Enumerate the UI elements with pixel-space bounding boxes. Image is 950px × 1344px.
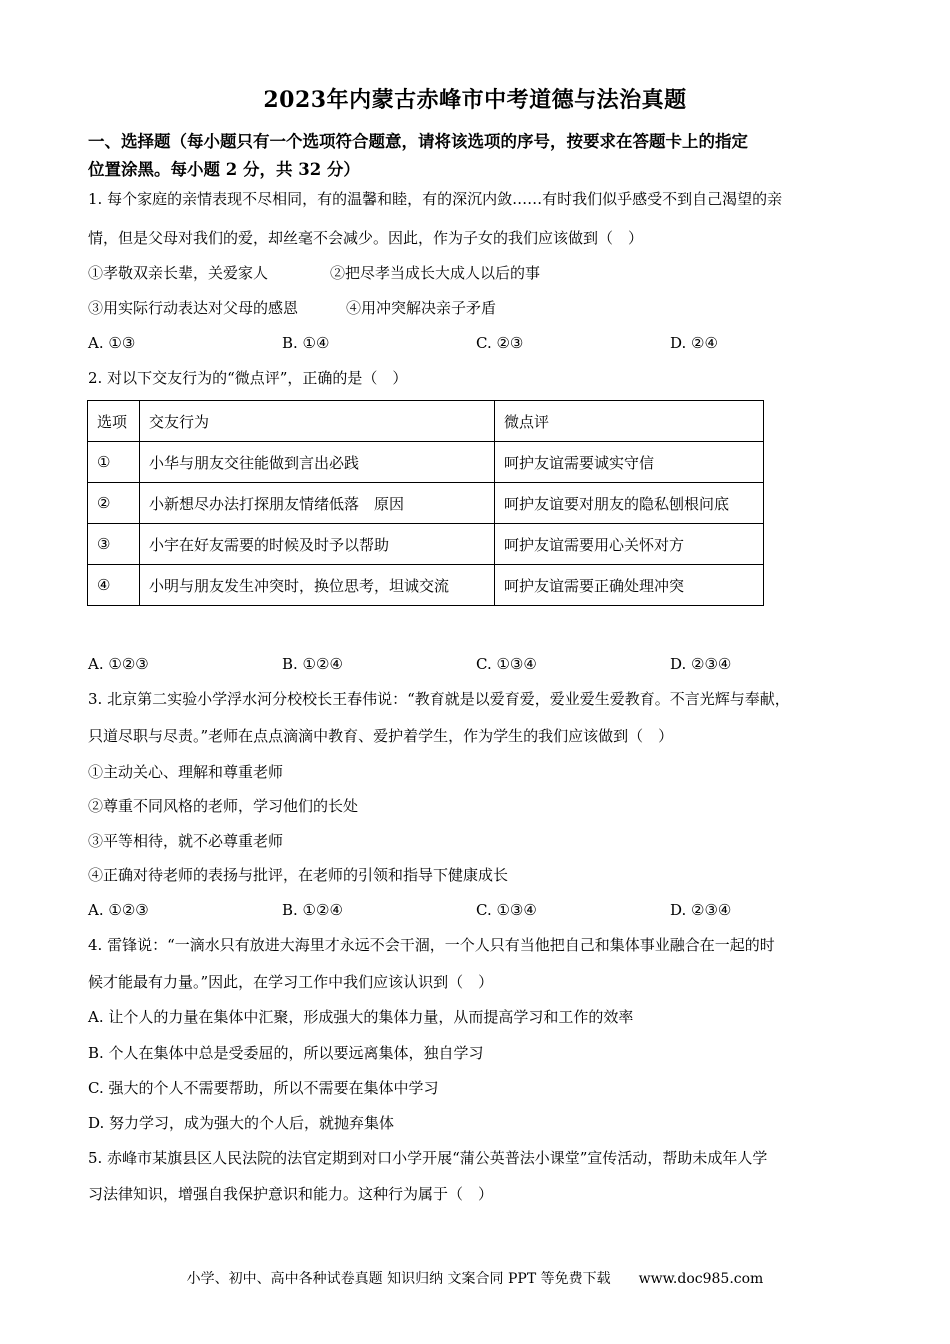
table-cell: 小明与朋友发生冲突时，换位思考，坦诚交流 — [140, 565, 495, 606]
q4-option-c: C. 强大的个人不需要帮助，所以不需要在集体中学习 — [88, 1079, 439, 1097]
table-cell: 小华与朋友交往能做到言出必践 — [140, 442, 495, 483]
q1-option-b: B. ①④ — [282, 334, 330, 352]
table-header-row — [88, 401, 764, 442]
table-cell: ② — [88, 483, 140, 524]
q1-item1: ①孝敬双亲长辈，关爱家人 — [88, 264, 269, 282]
q1-option-a: A. ①③ — [88, 334, 136, 352]
section-heading-line2: 位置涂黑。每小题 2 分，共 32 分） — [88, 160, 360, 179]
q3-option-d: D. ②③④ — [670, 901, 732, 919]
table-cell: ④ — [88, 565, 140, 606]
page-title: 2023年内蒙古赤峰市中考道德与法治真题 — [263, 87, 687, 113]
q3-item4: ④正确对待老师的表扬与批评，在老师的引领和指导下健康成长 — [88, 866, 509, 884]
section-heading-line1: 一、选择题（每小题只有一个选项符合题意，请将该选项的序号，按要求在答题卡上的指定 — [88, 132, 748, 151]
q2-option-a: A. ①②③ — [88, 655, 149, 673]
table-row — [88, 565, 764, 606]
table-row — [88, 442, 764, 483]
q3-option-b: B. ①②④ — [282, 901, 343, 919]
q3-item2: ②尊重不同风格的老师，学习他们的长处 — [88, 797, 359, 815]
q2-table — [87, 400, 764, 606]
table-cell: ① — [88, 442, 140, 483]
q2-stem: 2. 对以下交友行为的“微点评”，正确的是（ ） — [88, 369, 408, 387]
q2-option-b: B. ①②④ — [282, 655, 343, 673]
q3-option-a: A. ①②③ — [88, 901, 149, 919]
q3-option-c: C. ①③④ — [476, 901, 537, 919]
table-header-cell: 选项 — [88, 401, 140, 442]
q2-option-d: D. ②③④ — [670, 655, 732, 673]
q3-item1: ①主动关心、理解和尊重老师 — [88, 763, 284, 781]
q1-stem-line2: 情，但是父母对我们的爱，却丝毫不会减少。因此，作为子女的我们应该做到（ ） — [88, 229, 644, 247]
q4-option-a: A. 让个人的力量在集体中汇聚，形成强大的集体力量，从而提高学习和工作的效率 — [88, 1008, 634, 1026]
q1-option-c: C. ②③ — [476, 334, 524, 352]
table-cell: 呵护友谊要对朋友的隐私刨根问底 — [495, 483, 764, 524]
q1-item3: ③用实际行动表达对父母的感恩 — [88, 299, 299, 317]
q4-option-b: B. 个人在集体中总是受委屈的，所以要远离集体，独自学习 — [88, 1044, 484, 1062]
q1-item2: ②把尽孝当成长大成人以后的事 — [330, 264, 541, 282]
q3-stem-line2: 只道尽职与尽责。”老师在点点滴滴中教育、爱护着学生，作为学生的我们应该做到（ ） — [88, 727, 674, 745]
table-cell: 小宇在好友需要的时候及时予以帮助 — [140, 524, 495, 565]
q1-option-d: D. ②④ — [670, 334, 718, 352]
q3-item3: ③平等相待，就不必尊重老师 — [88, 832, 284, 850]
q3-stem-line1: 3. 北京第二实验小学浮水河分校校长王春伟说：“教育就是以爱育爱，爱业爱生爱教育。不言光辉与奉献， — [88, 690, 790, 708]
table-cell: 呵护友谊需要用心关怀对方 — [495, 524, 764, 565]
q4-stem-line2: 候才能最有力量。”因此，在学习工作中我们应该认识到（ ） — [88, 973, 494, 991]
table-cell: 呵护友谊需要正确处理冲突 — [495, 565, 764, 606]
table-header-cell: 微点评 — [495, 401, 764, 442]
q5-stem-line1: 5. 赤峰市某旗县区人民法院的法官定期到对口小学开展“蒲公英普法小课堂”宣传活动，帮助未成年人学 — [88, 1149, 768, 1167]
q1-item4: ④用冲突解决亲子矛盾 — [346, 299, 497, 317]
table-cell: 小新想尽办法打探朋友情绪低落 原因 — [140, 483, 495, 524]
page-footer: 小学、初中、高中各种试卷真题 知识归纳 文案合同 PPT 等免费下载 www.doc985.com — [186, 1271, 764, 1287]
table-cell: ③ — [88, 524, 140, 565]
table-header-cell: 交友行为 — [140, 401, 495, 442]
q4-option-d: D. 努力学习，成为强大的个人后，就抛弃集体 — [88, 1114, 395, 1132]
q4-stem-line1: 4. 雷锋说：“一滴水只有放进大海里才永远不会干涸，一个人只有当他把自己和集体事业融合在一起的时 — [88, 936, 775, 954]
table-row — [88, 483, 764, 524]
q1-stem-line1: 1. 每个家庭的亲情表现不尽相同，有的温馨和睦，有的深沉内敛……有时我们似乎感受不到自己渴望的亲 — [88, 190, 783, 208]
q2-option-c: C. ①③④ — [476, 655, 537, 673]
table-row — [88, 524, 764, 565]
q5-stem-line2: 习法律知识，增强自我保护意识和能力。这种行为属于（ ） — [88, 1185, 494, 1203]
table-cell: 呵护友谊需要诚实守信 — [495, 442, 764, 483]
